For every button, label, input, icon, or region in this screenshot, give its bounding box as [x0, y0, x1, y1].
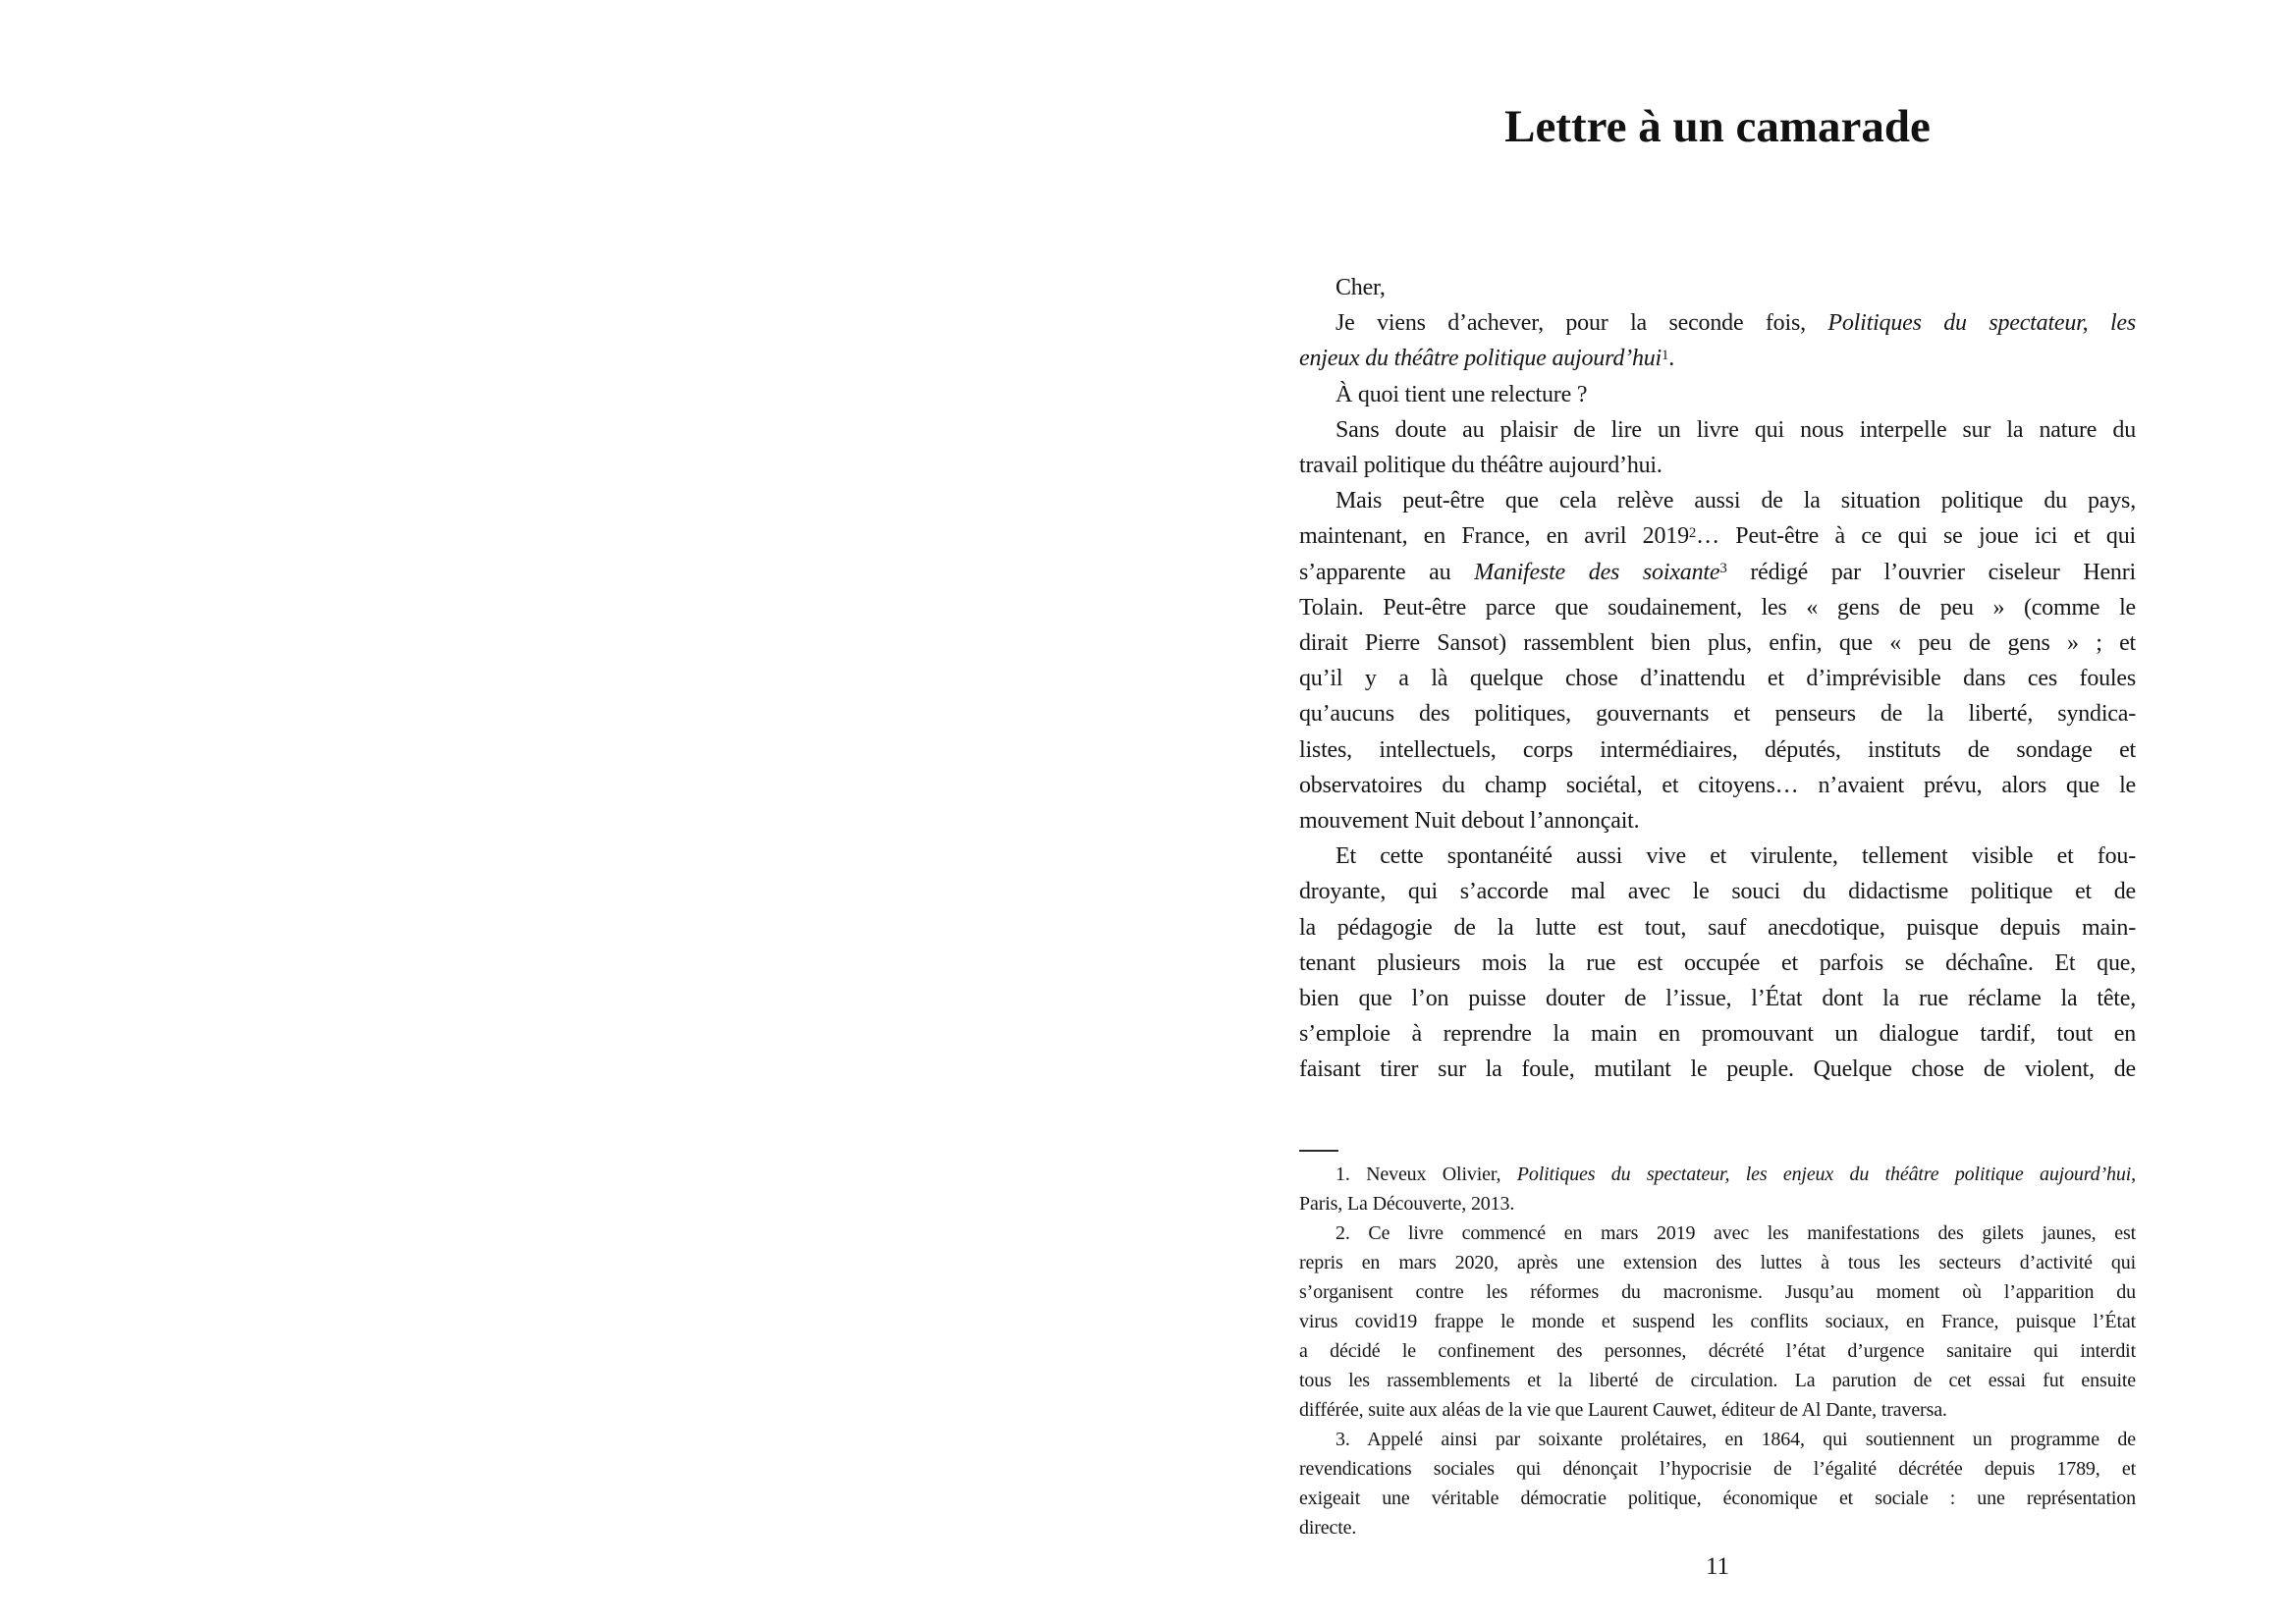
text-line: a décidé le confinement des personnes, décrété l’état d’urgence sanitaire qui interdit: [1299, 1340, 2136, 1362]
text-line: bien que l’on puisse douter de l’issue, l’État dont la rue réclame la tête,: [1299, 986, 2136, 1012]
text-line: observatoires du champ sociétal, et citoyens… n’avaient prévu, alors que le: [1299, 772, 2136, 798]
page-number: 11: [1705, 1553, 1730, 1580]
text-line: 3. Appelé ainsi par soixante prolétaires, en 1864, qui soutiennent un programme de: [1335, 1429, 2136, 1450]
text-line: Paris, La Découverte, 2013.: [1299, 1193, 1515, 1215]
text-line: mouvement Nuit debout l’annonçait.: [1299, 808, 1640, 835]
footnote-reference: 1: [1662, 348, 1669, 364]
text-line: Cher,: [1335, 275, 1386, 300]
italic-text: Politiques du spectateur, les: [1827, 310, 2137, 337]
text-line: dirait Pierre Sansot) rassemblent bien plus, enfin, que « peu de gens » ; et: [1299, 630, 2136, 657]
text-line: travail politique du théâtre aujourd’hui.: [1299, 453, 1662, 479]
italic-text: Politiques du spectateur, les enjeux du théâtre politique aujourd’hui: [1516, 1164, 2132, 1185]
text-line: Sans doute au plaisir de lire un livre qui nous interpelle sur la nature du: [1335, 416, 2136, 443]
italic-text: enjeux du théâtre politique aujourd’hui: [1299, 346, 1662, 372]
text-line: différée, suite aux aléas de la vie que Laurent Cauwet, éditeur de Al Dante, traversa.: [1299, 1399, 1947, 1421]
footnotes-block: [1299, 1160, 2136, 1543]
text-line: qu’aucuns des politiques, gouvernants et penseurs de la liberté, syndica-: [1299, 701, 2136, 728]
text-line: virus covid19 frappe le monde et suspend les conflits sociaux, en France, puisque l’État: [1299, 1311, 2136, 1332]
text-line: revendications sociales qui dénonçait l’hypocrisie de l’égalité décrétée depuis 1789, et: [1299, 1458, 2136, 1480]
text-line: Mais peut-être que cela relève aussi de la situation politique du pays,: [1335, 488, 2136, 514]
text-line: À quoi tient une relecture ?: [1335, 381, 1588, 407]
text-line: qu’il y a là quelque chose d’inattendu et d’imprévisible dans ces foules: [1299, 666, 2136, 692]
text-line: s’organisent contre les réformes du macronisme. Jusqu’au moment où l’apparition du: [1299, 1281, 2136, 1303]
text-line: 2. Ce livre commencé en mars 2019 avec les manifestations des gilets jaunes, est: [1335, 1222, 2136, 1244]
text-line: repris en mars 2020, après une extension des luttes à tous les secteurs d’activité qui: [1299, 1252, 2136, 1273]
text-line: Tolain. Peut-être parce que soudainement, les « gens de peu » (comme le: [1299, 594, 2136, 621]
text-line: tous les rassemblements et la liberté de circulation. La parution de cet essai fut ensuite: [1299, 1370, 2136, 1391]
text-line: Et cette spontanéité aussi vive et virulente, tellement visible et fou-: [1335, 843, 2136, 870]
body-text: [1299, 270, 2136, 1088]
footnote-separator-rule: [1299, 1150, 1338, 1152]
text-line: directe.: [1299, 1517, 1357, 1539]
text-line: Je viens d’achever, pour la seconde fois, Politiques du spectateur, les: [1335, 310, 2137, 337]
italic-text: Manifeste des soixante: [1474, 559, 1720, 585]
text-line: listes, intellectuels, corps intermédiaires, députés, instituts de sondage et: [1299, 736, 2136, 763]
text-line: faisant tirer sur la foule, mutilant le peuple. Quelque chose de violent, de: [1299, 1056, 2136, 1083]
text-line: s’apparente au Manifeste des soixante$^3$ rédigé par l’ouvrier ciseleur Henri: [1299, 559, 2136, 585]
footnote-reference: 2: [1688, 525, 1697, 542]
text-line: tenant plusieurs mois la rue est occupée et parfois se déchaîne. Et que,: [1299, 949, 2136, 976]
chapter-title: Lettre à un camarade: [1504, 101, 1931, 152]
text-line: droyante, qui s’accorde mal avec le souci du didactisme politique et de: [1299, 879, 2136, 905]
text-line: exigeait une véritable démocratie politique, économique et sociale : une représentation: [1299, 1488, 2136, 1509]
text-line: la pédagogie de la lutte est tout, sauf anecdotique, puisque depuis main-: [1299, 914, 2136, 941]
text-line: 1. Neveux Olivier, Politiques du spectateur, les enjeux du théâtre politique aujourd’hui,: [1335, 1164, 2136, 1185]
footnote-reference: 3: [1719, 561, 1727, 577]
text-line: maintenant, en France, en avril 2019$^2$… Peut-être à ce qui se joue ici et qui: [1299, 523, 2136, 550]
text-line: enjeux du théâtre politique aujourd’hui$^1$.: [1299, 346, 1675, 372]
text-line: s’emploie à reprendre la main en promouvant un dialogue tardif, tout en: [1299, 1021, 2136, 1048]
